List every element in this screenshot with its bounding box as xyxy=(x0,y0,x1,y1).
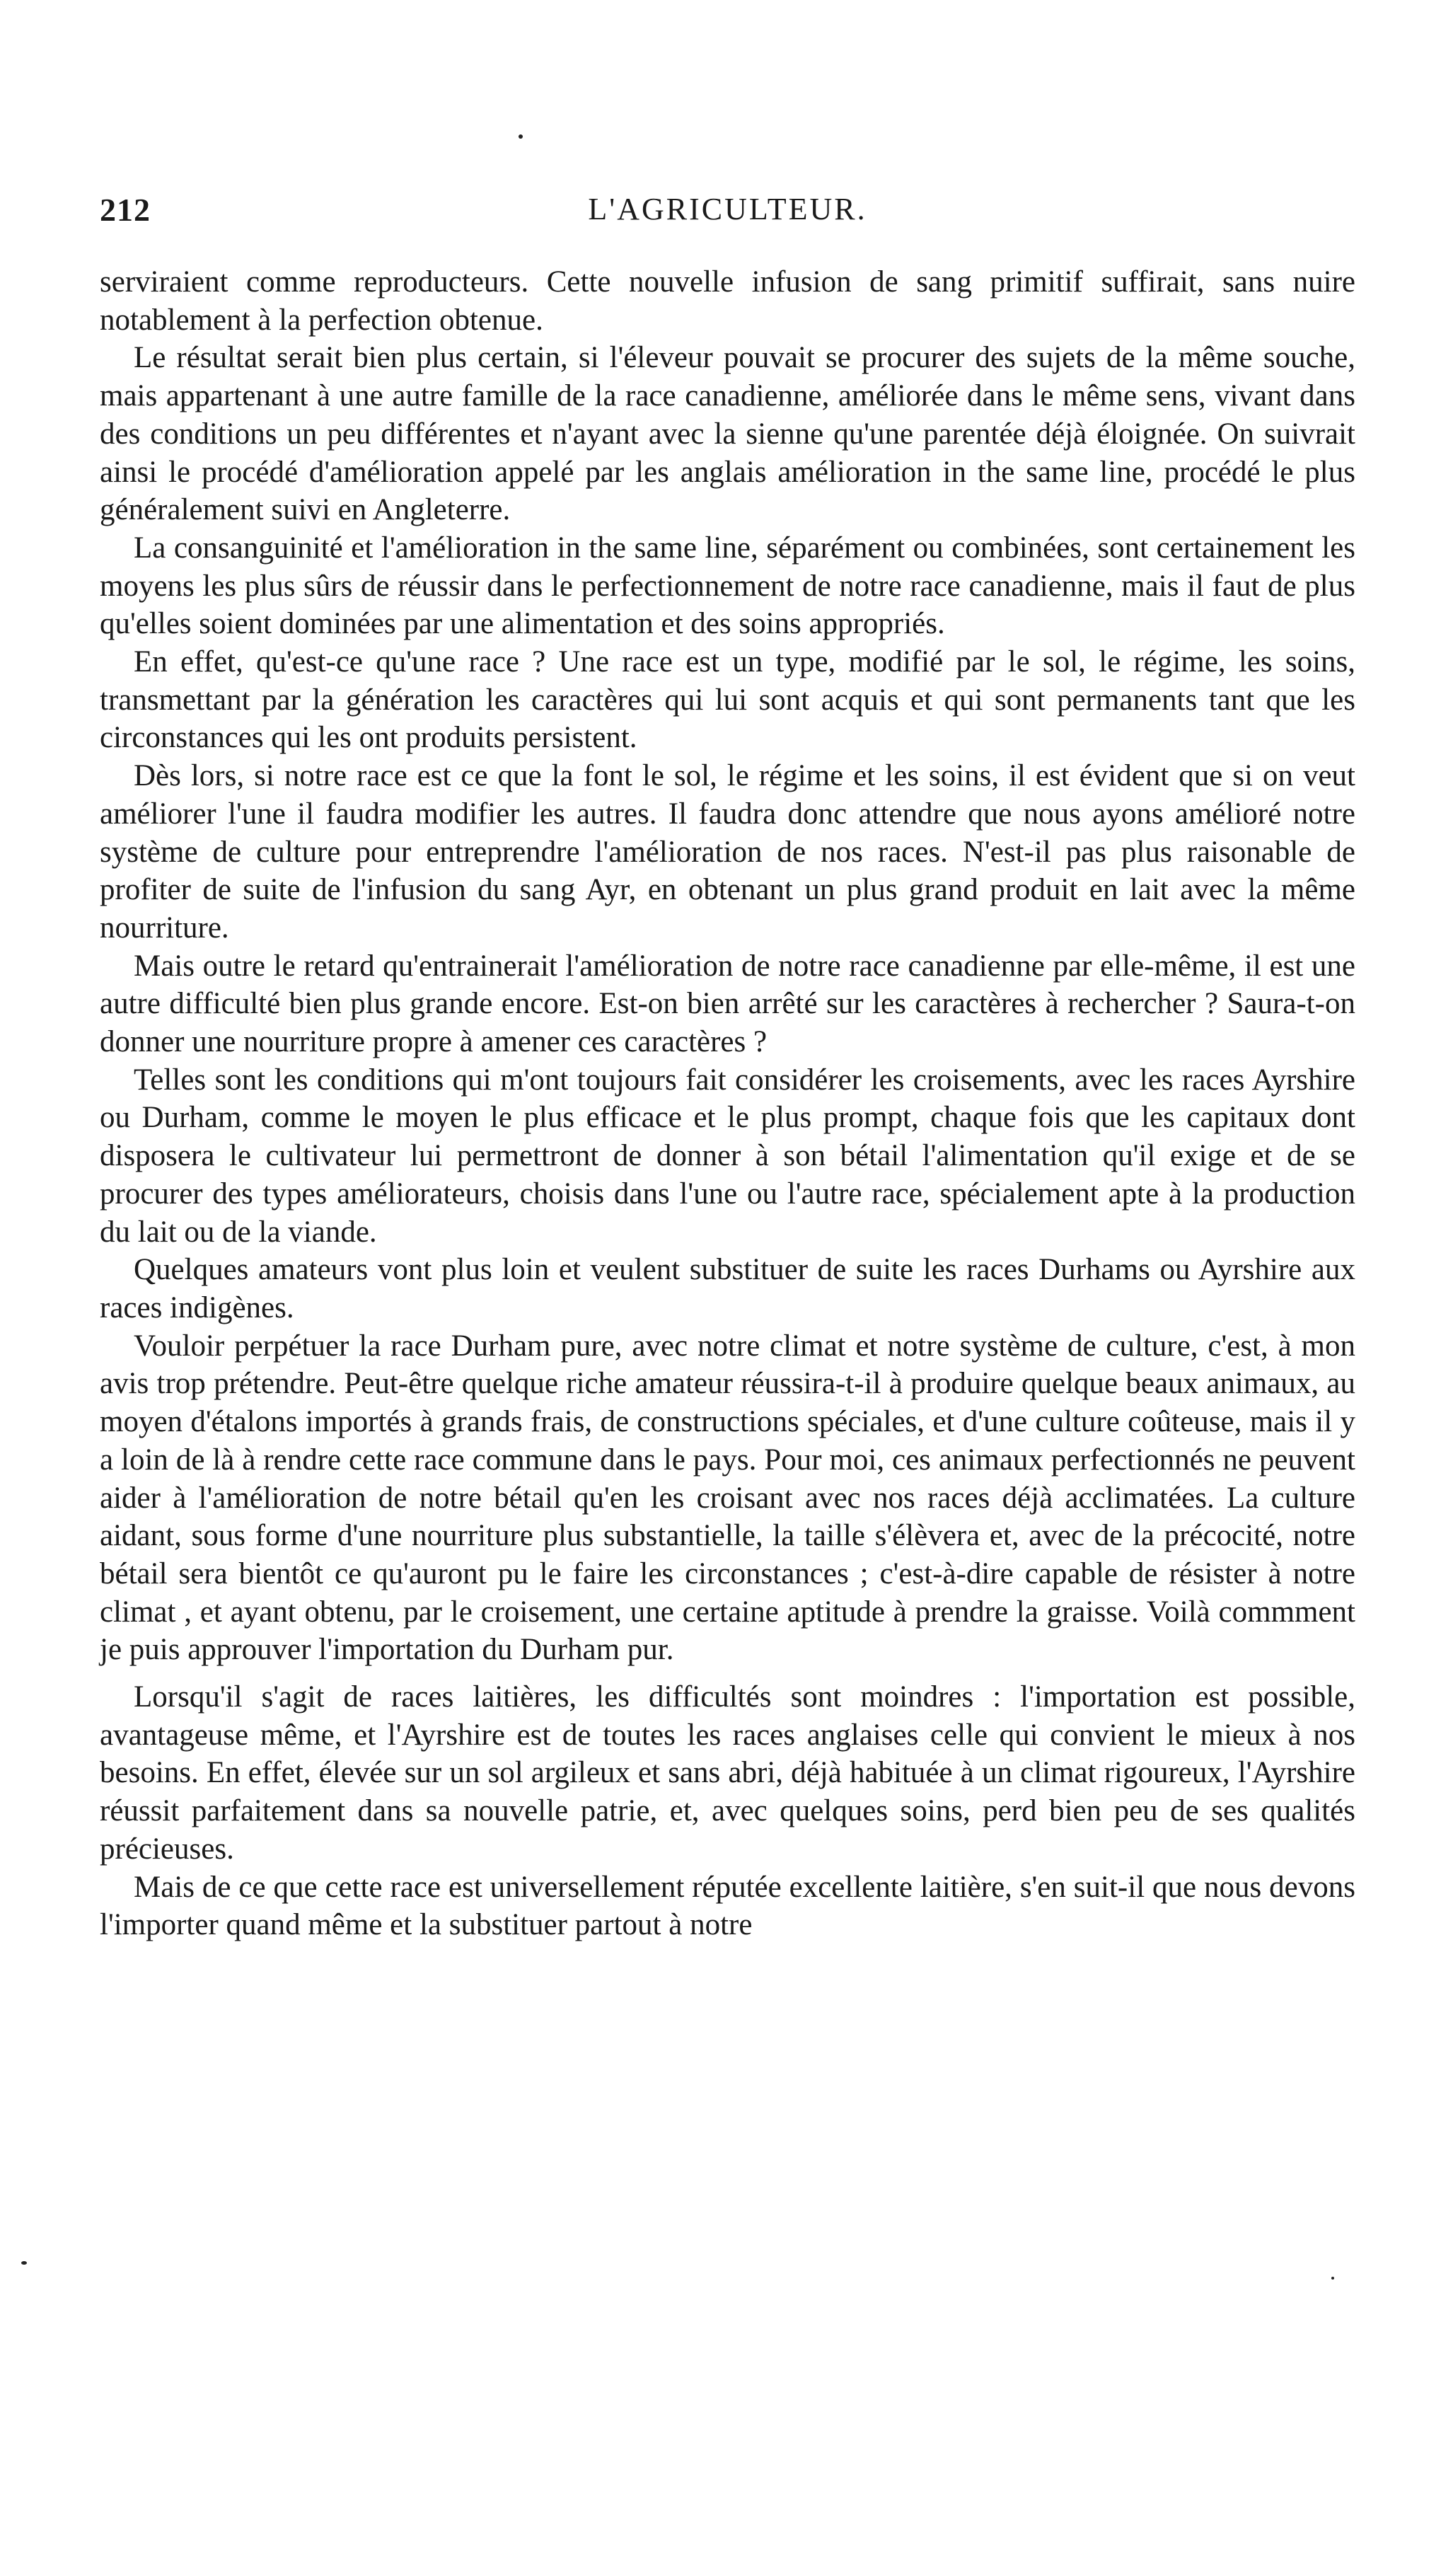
paragraph: Mais outre le retard qu'entrainerait l'amélioration de notre race canadienne par elle-même, il est une autre difficulté bien plus grande encore. Est-on bien arrêté sur les caractères à rechercher ? Saura-t-on donner une nourriture propre à amener ces caractères ? xyxy=(100,949,1355,1059)
paragraph: Dès lors, si notre race est ce que la font le sol, le régime et les soins, il est évident que si on veut améliorer l'une il faudra modifier les autres. Il faudra donc attendre que nous ayons amélioré notre système de culture pour entreprendre l'amélioration de nos races. N'est-il pas plus raisonable de profiter de suite de l'infusion du sang Ayr, en obtenant un plus grand produit en lait avec la même nourriture. xyxy=(100,759,1355,945)
paragraph: Quelques amateurs vont plus loin et veulent substituer de suite les races Durhams ou Ayrshire aux races indigènes. xyxy=(100,1253,1355,1324)
running-title: L'AGRICULTEUR. xyxy=(588,192,867,226)
ink-speck xyxy=(21,2261,27,2265)
paragraph: Le résultat serait bien plus certain, si l'éleveur pouvait se procurer des sujets de la même souche, mais appartenant à une autre famille de la race canadienne, améliorée dans le même sens, vivant dans des conditions un peu différentes et n'ayant avec la sienne qu'une parentée déjà éloignée. On suivrait ainsi le procédé d'amélioration appelé par les anglais amélioration in the same line, procédé le plus généralement suivi en Angleterre. xyxy=(100,341,1355,527)
paragraph: En effet, qu'est-ce qu'une race ? Une race est un type, modifié par le sol, le régime, les soins, transmettant par la génération les caractères qui lui sont acquis et qui sont permanents tant que les circonstances qui les ont produits persistent. xyxy=(100,645,1355,755)
paragraph: Lorsqu'il s'agit de races laitières, les difficultés sont moindres : l'importation est possible, avantageuse même, et l'Ayrshire est de toutes les races anglaises celle qui convient le mieux à nos besoins. En effet, élevée sur un sol argileux et sans abri, déjà habituée à un climat rigoureux, l'Ayrshire réussit parfaitement dans sa nouvelle patrie, et, avec quelques soins, perd bien peu de ses qualités précieuses. xyxy=(100,1680,1355,1866)
paragraph: Telles sont les conditions qui m'ont toujours fait considérer les croisements, avec les races Ayrshire ou Durham, comme le moyen le plus efficace et le plus prompt, chaque fois que les capitaux dont disposera le cultivateur lui permettront de donner à son bétail l'alimentation qu'il exige et de se procurer des types améliorateurs, choisis dans l'une ou l'autre race, spécialement apte à la production du lait ou de la viande. xyxy=(100,1063,1355,1249)
page-number: 212 xyxy=(100,192,151,228)
paragraph: Vouloir perpétuer la race Durham pure, avec notre climat et notre système de culture, c'est, à mon avis trop prétendre. Peut-être quelque riche amateur réussira-t-il à produire quelque beaux animaux, au moyen d'étalons importés à grands frais, de constructions spéciales, et d'une culture coûteuse, mais il y a loin de là à rendre cette race commune dans le pays. Pour moi, ces animaux perfectionnés ne peuvent aider à l'amélioration de notre bétail qu'en les croisant avec nos races déjà acclimatées. La culture aidant, sous forme d'une nourriture plus substantielle, la taille s'élèvera et, avec de la précocité, notre bétail sera bientôt ce qu'auront pu le faire les circonstances ; c'est-à-dire capable de résister à notre climat , et ayant obtenu, par le croisement, une certaine aptitude à prendre la graisse. Voilà commment je puis approuver l'importation du Durham pur. xyxy=(100,1329,1355,1667)
paragraph-gap xyxy=(100,1669,1355,1678)
page-header xyxy=(100,191,1355,233)
body-text xyxy=(100,263,1355,1944)
paragraph: serviraient comme reproducteurs. Cette nouvelle infusion de sang primitif suffirait, sans nuire notablement à la perfection obtenue. xyxy=(100,265,1355,337)
ink-speck xyxy=(1331,2277,1334,2280)
ink-speck xyxy=(519,134,523,139)
paragraph: La consanguinité et l'amélioration in the same line, séparément ou combinées, sont certainement les moyens les plus sûrs de réussir dans le perfectionnement de notre race canadienne, mais il faut de plus qu'elles soient dominées par une alimentation et des soins appropriés. xyxy=(100,531,1355,641)
paragraph: Mais de ce que cette race est universellement réputée excellente laitière, s'en suit-il que nous devons l'importer quand même et la substituer partout à notre xyxy=(100,1870,1355,1942)
